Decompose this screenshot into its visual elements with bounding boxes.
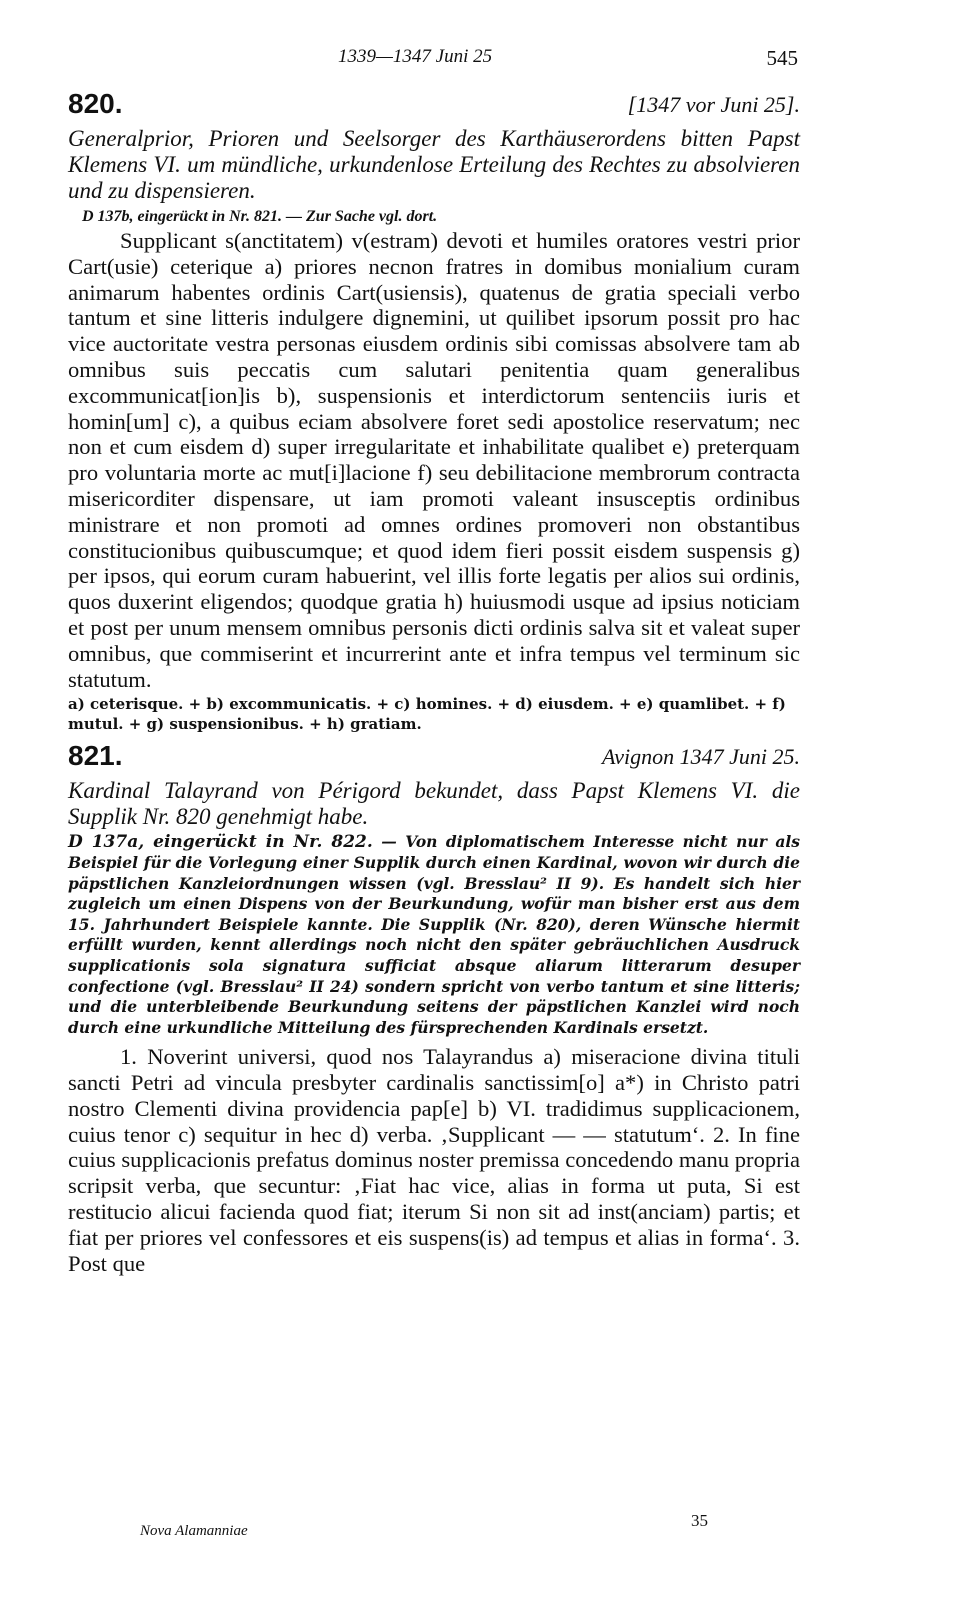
printer-signature: Nova Alamanniae (140, 1523, 248, 1539)
entry-text: 1. Noverint universi, quod nos Talayrandus a) miseracione divina tituli sancti Petri ad vincula presbyter cardinalis sanctissim[o] a*) in Christo patri nostro Clementi divina providencia pap[e] b) VI. tradidimus supplicacionem, cuius tenor c) sequitur in hec d) verba. ‚Supplicant — — statutum‘. 2. In fine cuius supplicacionis prefatus dominus noster premissa concedendo manu propria scripsit verba, que secuntur: ‚Fiat hac vice, alias in forma ut puta, Si est restitucio alicui facienda quod fiat; iterum Si non sit ad inst(anciam) partis; et fiat per priores vel confessores et eis suspens(is) ad tempus et alias in forma‘. 3. Post que (68, 1044, 800, 1276)
entry-heading (68, 740, 800, 778)
page-number: 545 (766, 46, 798, 70)
entry-text: Supplicant s(anctitatem) v(estram) devoti et humiles oratores vestri prior Cart(usie) ceterique a) priores necnon fratres in domibus monialium curam animarum habentes ordinis Cart(usiensis), quatenus de gratia speciali verbo tantum et sine litteris indulgere dignemini, ut quilibet ipsorum possit pro hac vice auctoritate vestra personas eiusdem ordinis sibi comissas absolvere tam ab omnibus suis peccatis cum salutari penitentia quam generalibus excommunicat[ion]is b), suspensionis et interdictorum sentenciis iuris et homin[um] c), a quibus eciam absolvere foret sedi apostolice reservatum; nec non et cum eisdem d) super irregularitate et inhabilitate qualibet e) preterquam pro voluntaria morte ac mut[i]lacione f) seu debilitacione membrorum contracta misericorditer dispensare, ut iam promoti valeant insusceptis ordinibus ministrare et non promoti ad omnes ordines promoveri non obstantibus constitucionibus quibuscumque; et quod idem fieri possit eisdem suspensis g) per ipsos, qui eorum curam habuerint, vel illis forte legatis per alios sui ordinis, quos duxerint eligendos; quodque gratia h) huiusmodi usque ad ipsius noticiam et post per unum mensem omnibus personis dicti ordinis salva sit et valeat super omnibus, que commiserint et incurrerint ante et infra tempus vel terminum sic statutum. (68, 228, 800, 692)
entry-number: 820. (68, 88, 123, 119)
entry-date: [1347 vor Juni 25]. (627, 92, 800, 117)
entry-date: Avignon 1347 Juni 25. (602, 744, 800, 770)
entry-source: D 137b, eingerückt in Nr. 821. — Zur Sache vgl. dort. (82, 208, 438, 225)
commentary-source: D 137a, eingerückt in Nr. 822. (68, 832, 373, 853)
running-title: 1339—1347 Juni 25 (338, 46, 493, 67)
page-footer (140, 1511, 800, 1547)
entry-regest: Generalprior, Prioren und Seelsorger des Karthäuserordens bitten Papst Klemens VI. um mündliche, urkundenlose Erteilung des Rechtes zu absolvieren und zu dispensieren. (68, 126, 800, 203)
entry-821 (68, 740, 800, 1276)
page-content (68, 88, 800, 1276)
commentary-text: — Von diplomatischem Interesse nicht nur als Beispiel für die Vorlegung einer Supplik durch einen Kardinal, wovon wir durch die päpstlichen Kanzleiordnungen wissen (vgl. Bresslau² II 9). Es handelt sich hier zugleich um einen Dispens von der Beurkundung, wofür man bisher erst aus dem 15. Jahrhundert Beispiele kannte. Die Supplik (Nr. 820), deren Wünsche hiermit erfüllt wurden, kennt allerdings noch nicht den später gebräuchlichen Ausdruck supplicationis sola signatura sufficiat absque aliarum litterarum desuper confectione (vgl. Bresslau² II 24) sondern spricht von verbo tantum et sine litteris; und die unterbleibende Beurkundung seitens der päpstlichen Kanzlei wird noch durch eine urkundliche Mitteilung des fürsprechenden Kardinals ersetzt. (68, 832, 800, 1037)
entry-footnotes: a) ceterisque. + b) excommunicatis. + c) homines. + d) eiusdem. + e) quamlibet. + f) mutul. + g) suspensionibus. + h) gratiam. (68, 695, 786, 734)
entry-number: 821. (68, 740, 123, 772)
sheet-number: 35 (691, 1511, 708, 1530)
entry-commentary (68, 832, 800, 1038)
entry-heading (68, 88, 800, 126)
entry-regest: Kardinal Talayrand von Périgord bekundet, dass Papst Klemens VI. die Supplik Nr. 820 genehmigt habe. (68, 778, 800, 830)
page-header (0, 46, 960, 76)
entry-820 (68, 88, 800, 734)
